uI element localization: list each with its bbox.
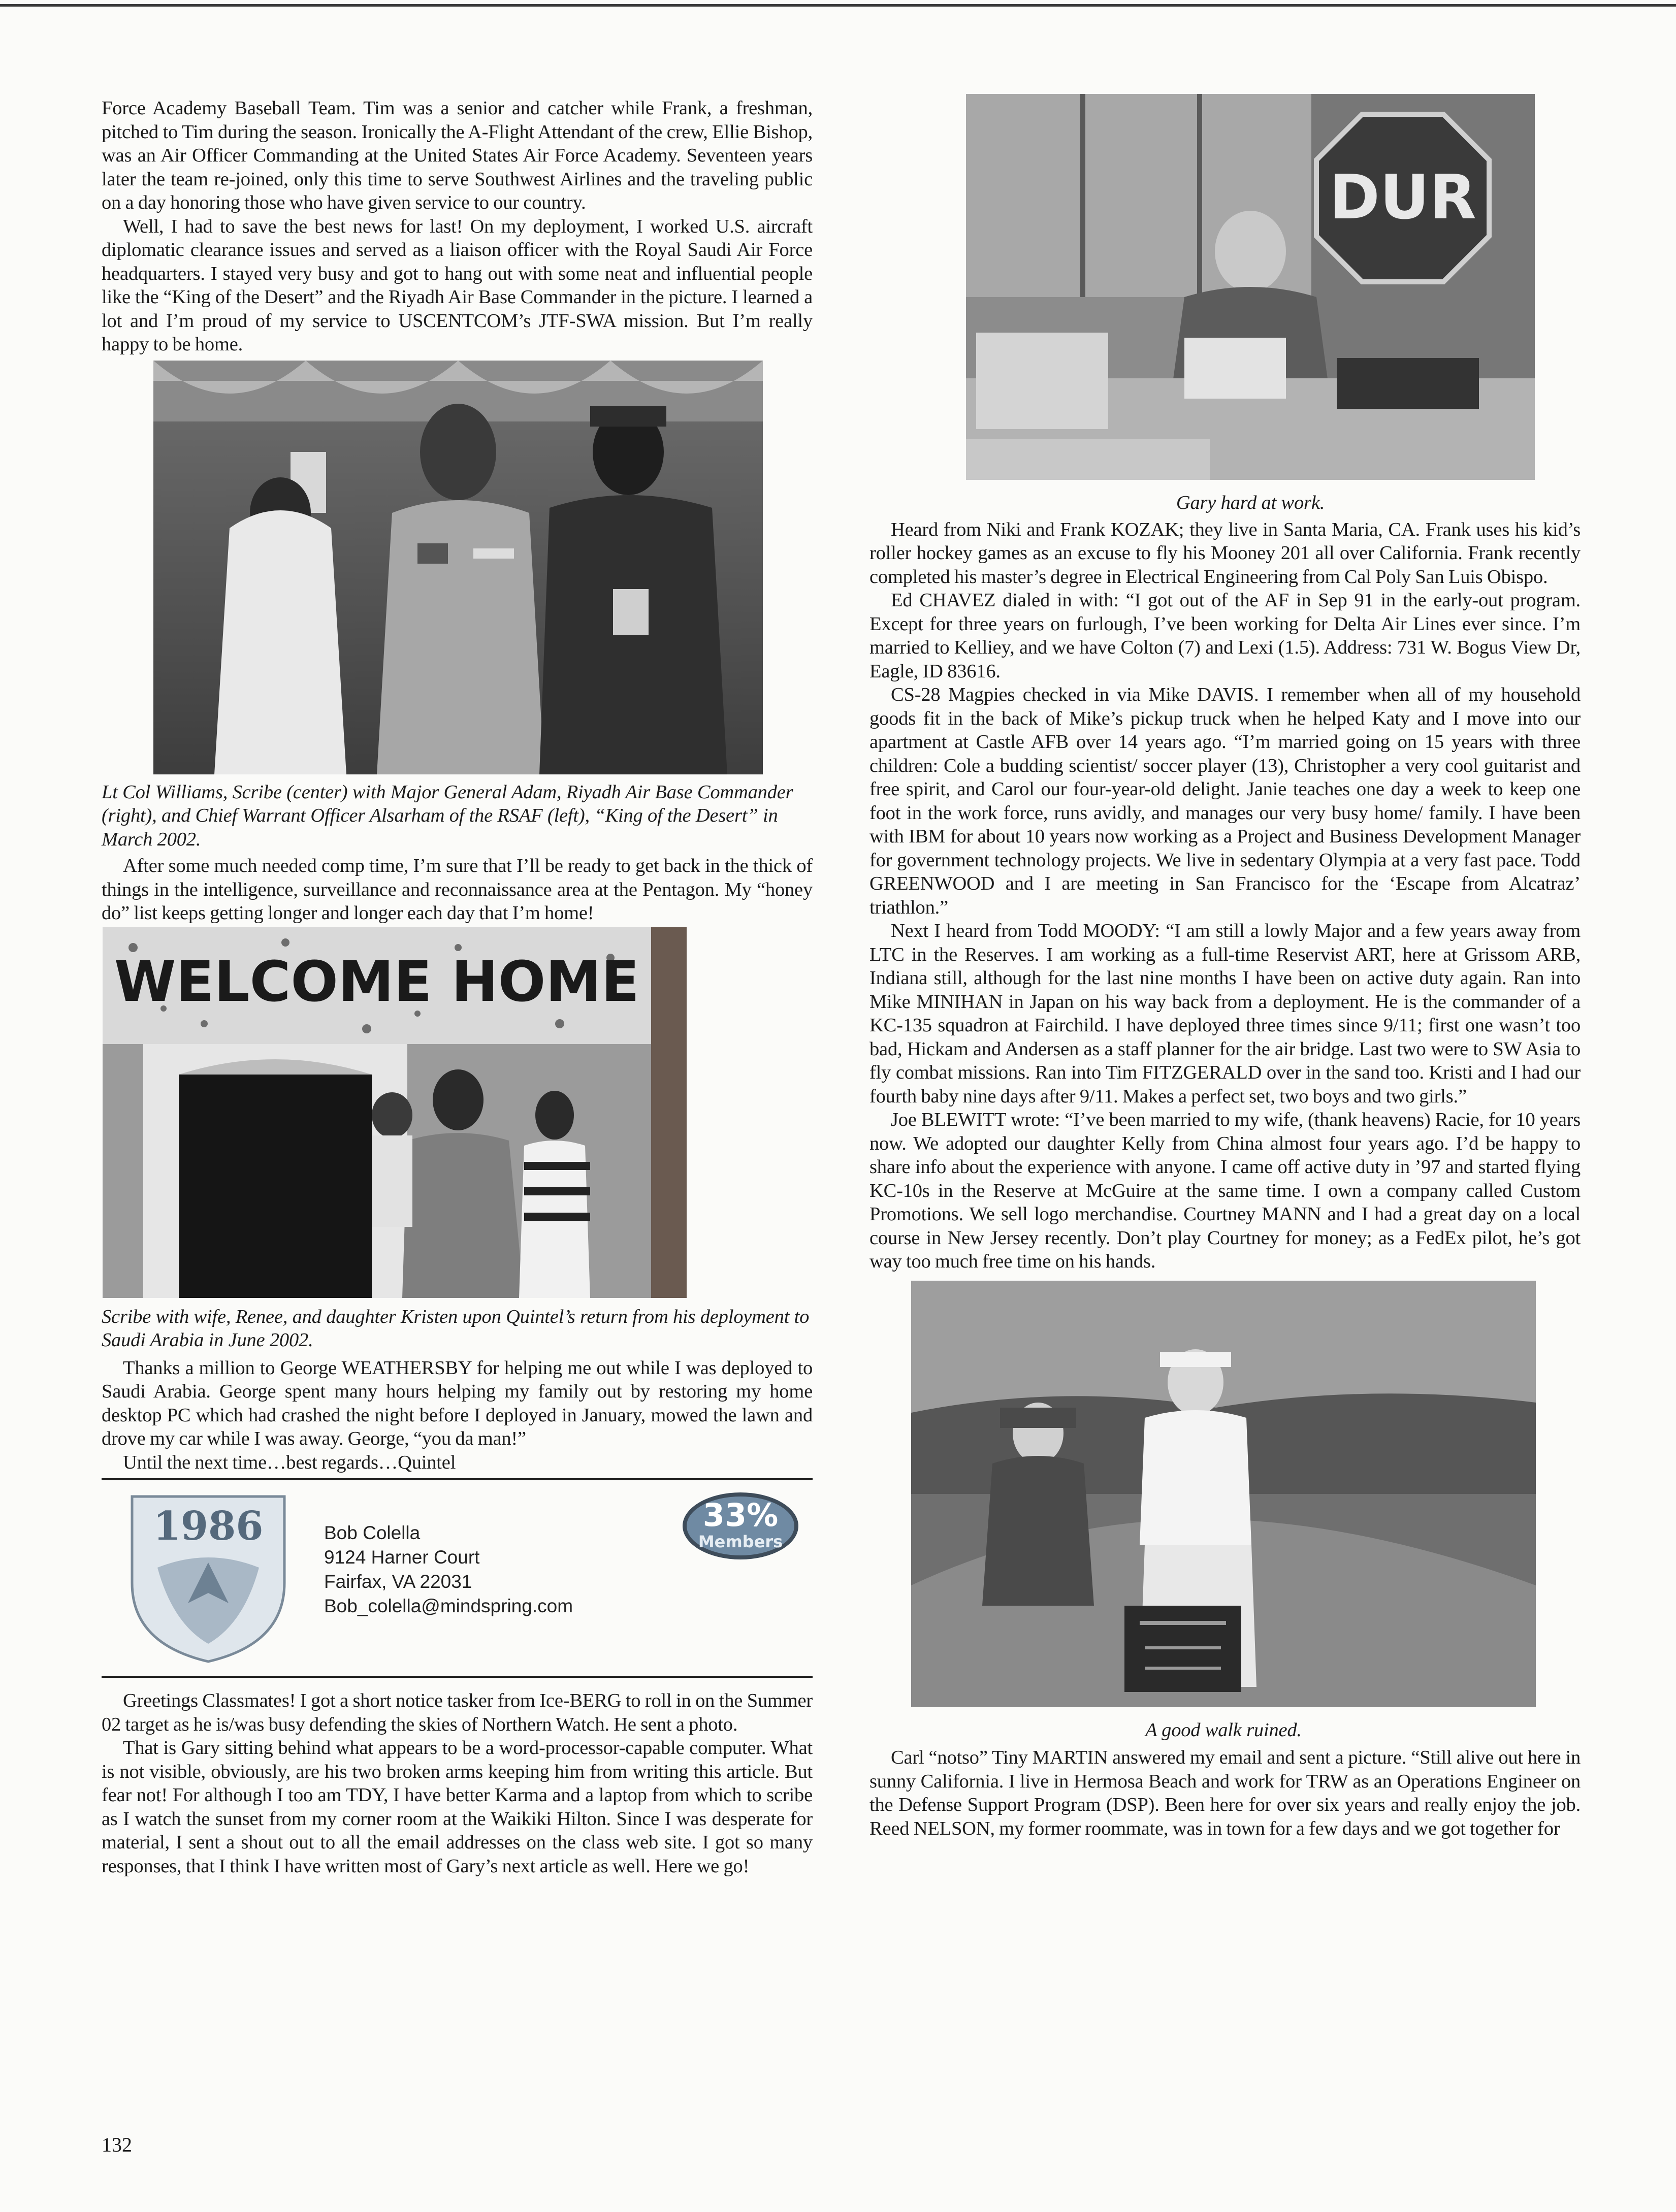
left-column bbox=[102, 96, 813, 1878]
right-column bbox=[869, 94, 1581, 1840]
article-paragraph: After some much needed comp time, I’m sure that I’ll be ready to get back in the thick of things in the intelligence, surveillance and reconnaissance area at the Pentagon. My “honey do” list keeps getting longer and longer each day that I’m home! bbox=[102, 855, 813, 924]
badge-percent: 33% bbox=[702, 1497, 779, 1534]
page-number: 132 bbox=[102, 2133, 132, 2156]
article-paragraph: Joe BLEWITT wrote: “I’ve been married to my wife, (thank heavens) Racie, for 10 years now. We adopted our daughter Kelly from China almost four years ago. I’d be happy to share info about the experience with anyone. I came off active duty in ’97 and started flying KC-10s in the Reserve at McGuire at the same time. I own a company called Custom Promotions. We sell logo merchandise. Courtney MANN and I had a great day on a local course in New Jersey recently. Don’t play Courtney for money; as a FedEx pilot, he’s got way too much free time on his hands. bbox=[869, 1109, 1581, 1272]
photo-golf-image bbox=[911, 1281, 1536, 1707]
section-rule bbox=[102, 1676, 813, 1678]
article-paragraph: Carl “notso” Tiny MARTIN answered my email and sent a picture. “Still alive out here in sunny California. I live in Hermosa Beach and work for TRW as an Operations Engineer on the Defense Support Program (DSP). Been here for over six years and really enjoy the job. Reed NELSON, my former roommate, was in town for a few days and we got together for bbox=[869, 1747, 1581, 1839]
article-paragraph: That is Gary sitting behind what appears to be a word-processor-capable computer. What is not visible, obviously, are his two broken arms keeping him from writing this article. But fear not! For although I too am TDY, I have better Karma and a laptop from which to scribe as I watch the sunset from my corner room at the Waikiki Hilton. Since I was desperate for material, I sent a shout out to all the email addresses on the class web site. I got so many responses, that I think I have written most of Gary’s next article as well. Here we go! bbox=[102, 1737, 813, 1877]
article-paragraph: Well, I had to save the best news for last! On my deployment, I worked U.S. aircraft diplomatic clearance issues and served as a liaison officer with the Royal Saudi Air Force headquarters. I stayed very busy and got to hang out with some neat and influential people like the “King of the Desert” and the Riyadh Air Base Commander in the picture. I learned a lot and I’m proud of my service to USCENTCOM’s JTF-SWA mission. But I’m really happy to be home. bbox=[102, 215, 813, 355]
photo-gary-image bbox=[966, 94, 1535, 480]
photo-caption: Lt Col Williams, Scribe (center) with Major General Adam, Riyadh Air Base Commander (right), and Chief Warrant Officer Alsarham of the RSAF (left), “King of the Desert” in March 2002. bbox=[102, 781, 793, 850]
photo-golf-course bbox=[911, 1281, 1536, 1707]
top-border bbox=[0, 4, 1676, 7]
article-paragraph: Until the next time…best regards…Quintel bbox=[123, 1451, 456, 1473]
contact-street: 9124 Harner Court bbox=[324, 1547, 480, 1568]
photo-three-men-image bbox=[153, 361, 763, 774]
membership-badge bbox=[681, 1490, 800, 1562]
photo-caption: Scribe with wife, Renee, and daughter Kristen upon Quintel’s return from his deployment to Saudi Arabia in June 2002. bbox=[102, 1306, 810, 1351]
stop-sign-text: DUR bbox=[1329, 162, 1476, 233]
contact-address bbox=[324, 1521, 573, 1618]
article-paragraph: Ed CHAVEZ dialed in with: “I got out of the AF in Sep 91 in the early-out program. Except for three years on furlough, I’ve been working for Delta Air Lines ever since. I’m married to Kelliey, and we have Colton (7) and Lexi (1.5). Address: 731 W. Bogus View Dr, Eagle, ID 83616. bbox=[869, 590, 1581, 682]
photo-caption: A good walk ruined. bbox=[1145, 1719, 1302, 1741]
article-paragraph: Force Academy Baseball Team. Tim was a senior and catcher while Frank, a freshman, pitched to Tim during the season. Ironically the A-Flight Attendant of the crew, Ellie Bishop, was an Air Officer Commanding at the United States Air Force Academy. Seventeen years later the team re-joined, only this time to serve Southwest Airlines and the traveling public on a day honoring those who have given service to our country. bbox=[102, 97, 813, 213]
contact-name: Bob Colella bbox=[324, 1522, 421, 1543]
badge-label: Members bbox=[698, 1532, 783, 1551]
article-paragraph: CS-28 Magpies checked in via Mike DAVIS. I remember when all of my household goods fit in the back of Mike’s pickup truck when he helped Katy and I move into our apartment at Castle AFB over 14 years ago. “I’m married going on 15 years with three children: Cole a budding scientist/ soccer player (13), Christopher a very cool guitarist and free spirit, and Carol our four-year-old delight. Janie teaches one day a week to keep one foot in the work force, runs avidly, and manages our very busy home/ family. I have been with IBM for about 10 years now working as a Project and Business Development Manager for government technology projects. We live in sedentary Olympia at a very fast pace. Todd GREENWOOD and I are meeting in San Francisco for the ‘Escape from Alcatraz’ triathlon.” bbox=[869, 684, 1581, 918]
article-paragraph: Next I heard from Todd MOODY: “I am still a lowly Major and a few years away from LTC in the Reserves. I am working as a full-time Reservist ART, here at Grissom ARB, Indiana still, although for the last nine months I have been on active duty again. Ran into Mike MINIHAN in Japan on his way back from a deployment. He is the commander of a KC-135 squadron at Fairchild. I have deployed three times since 9/11; first one wasn’t too bad, Hickam and Andersen as a staff planner for the air bridge. Last two were to SW Asia to fly combat missions. Ran into Tim FITZGERALD over in the sand too. Kristi and I had our fourth baby nine days after 9/11. Makes a perfect set, two boys and two girls.” bbox=[869, 920, 1581, 1107]
photo-welcome-home-image bbox=[103, 927, 687, 1298]
class-scribe-contact bbox=[102, 1480, 813, 1676]
class-crest-1986 bbox=[127, 1491, 289, 1664]
photo-caption: Gary hard at work. bbox=[1176, 492, 1325, 513]
contact-city: Fairfax, VA 22031 bbox=[324, 1571, 472, 1592]
photo-three-men bbox=[153, 361, 763, 774]
article-paragraph: Heard from Niki and Frank KOZAK; they live in Santa Maria, CA. Frank uses his kid’s roller hockey games as an excuse to fly his Mooney 201 all over California. Frank recently completed his master’s degree in Electrical Engineering from Cal Poly San Luis Obispo. bbox=[869, 518, 1581, 588]
photo-welcome-home bbox=[103, 927, 687, 1298]
welcome-banner-text: WELCOME HOME bbox=[114, 949, 639, 1014]
contact-email[interactable]: Bob_colella@mindspring.com bbox=[324, 1596, 573, 1616]
article-paragraph: Thanks a million to George WEATHERSBY for helping me out while I was deployed to Saudi Arabia. George spent many hours helping my family out by restoring my home desktop PC which had crashed the night before I deployed in January, mowed the lawn and drove my car while I was away. George, “you da man!” bbox=[102, 1357, 813, 1449]
photo-gary-at-desk bbox=[966, 94, 1535, 480]
crest-year-text: 1986 bbox=[153, 1503, 264, 1549]
article-paragraph: Greetings Classmates! I got a short notice tasker from Ice-BERG to roll in on the Summer 02 target as he is/was busy defending the skies of Northern Watch. He sent a photo. bbox=[102, 1690, 813, 1735]
